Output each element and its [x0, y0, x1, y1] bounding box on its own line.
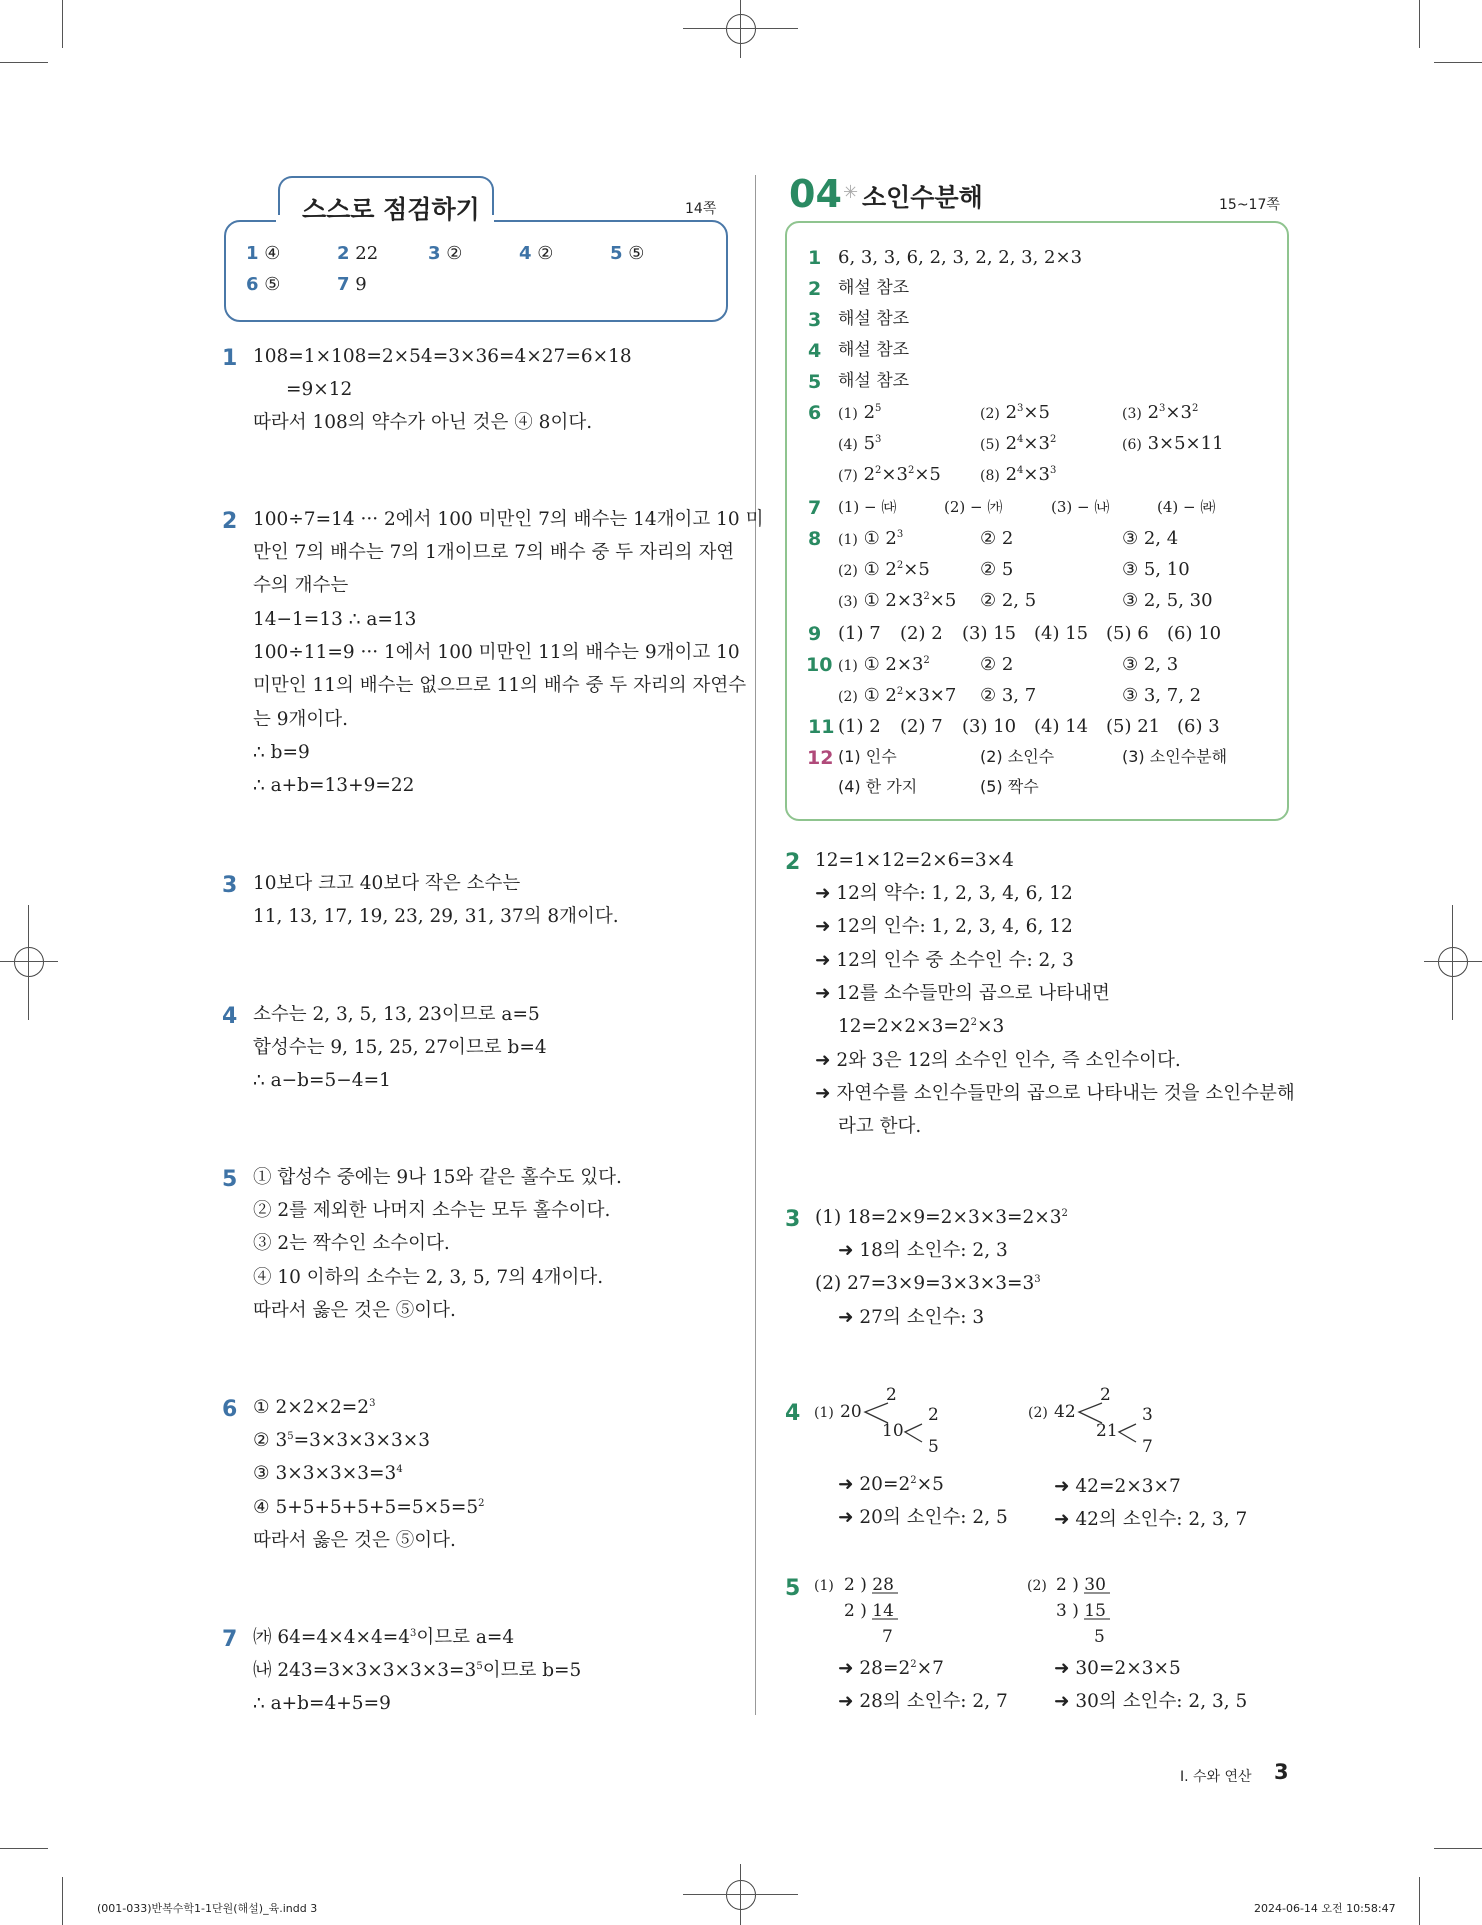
- crop-mark: [1419, 0, 1420, 48]
- solution-line: 따라서 옳은 것은 ⑤이다.: [253, 1530, 456, 1551]
- arrow-icon: ➜: [815, 950, 831, 971]
- solution-line: ∴ a−b=5−4=1: [253, 1070, 391, 1091]
- answer-number: 5: [808, 371, 822, 393]
- answer-text: (2) 2: [900, 623, 943, 644]
- answer-text: ② 2: [980, 528, 1014, 549]
- answer-text: (5) $2^4\times 3^2$: [980, 433, 1057, 454]
- solution-line: ➜ 12의 약수: 1, 2, 3, 4, 6, 12: [815, 883, 1073, 904]
- solution-line: (1) $18=2\times 9=2\times 3\times 3=2\times 3^2$: [815, 1207, 1068, 1229]
- star-icon: ✳: [843, 182, 859, 203]
- answer-text: 해설 참조: [838, 309, 910, 329]
- solution-line: ➜ 30의 소인수: 2, 3, 5: [1054, 1691, 1248, 1712]
- solution-line: ② $3^5=3\times 3\times 3\times 3\times 3$: [253, 1430, 430, 1452]
- solution-line: 12=1×12=2×6=3×4: [815, 850, 1014, 871]
- answer-text: ③ 5, 10: [1122, 559, 1190, 580]
- arrow-icon: ➜: [815, 883, 831, 904]
- svg-text:(1): (1): [814, 1405, 834, 1421]
- answer-text: (5) 6: [1106, 623, 1149, 644]
- solution-line: ㈎ $64=4\times 4\times 4=4^3$이므로 a=4: [253, 1627, 515, 1649]
- answer-text: (4) 15: [1034, 623, 1089, 644]
- solution-line: 합성수는 9, 15, 25, 27이므로 b=4: [253, 1037, 547, 1058]
- solution-line: (2) $27=3\times 9=3\times 3\times 3=3^3$: [815, 1273, 1041, 1295]
- solution-line: ➜ 42=2×3×7: [1054, 1476, 1181, 1497]
- arrow-icon: ➜: [838, 1240, 854, 1261]
- answer-number: 12: [807, 747, 834, 769]
- svg-text:2: 2: [1100, 1385, 1111, 1405]
- svg-text:2 ) 30: 2 ) 30: [1056, 1575, 1106, 1595]
- arrow-icon: ➜: [1054, 1476, 1070, 1497]
- answer-text: ② 5: [980, 559, 1014, 580]
- solution-line: ➜ 12의 인수: 1, 2, 3, 4, 6, 12: [815, 916, 1073, 937]
- answer-text: (6) 3×5×11: [1122, 433, 1224, 454]
- crop-mark: [1419, 1877, 1420, 1925]
- check-box-pages: 14쪽: [685, 201, 717, 217]
- arrow-icon: ➜: [1054, 1691, 1070, 1712]
- solution-line: ③ 2는 짝수인 소수이다.: [253, 1233, 450, 1254]
- solution-number: 1: [222, 346, 238, 371]
- solution-line: ➜ 12를 소수들만의 곱으로 나타내면: [815, 983, 1110, 1004]
- solution-number: 2: [785, 850, 801, 875]
- solution-line: ∴ b=9: [253, 742, 310, 763]
- answer-text: (1) $2^5$: [838, 402, 882, 423]
- solution-line: ➜ $28=2^2\times 7$: [838, 1658, 944, 1680]
- file-name: (001-033)반복수학1-1단원(해설)_육.indd 3: [97, 1902, 318, 1915]
- answer-text: (3) 10: [962, 716, 1017, 737]
- solution-number: 6: [222, 1397, 238, 1422]
- svg-text:42: 42: [1054, 1402, 1076, 1422]
- solution-line: $12=2\times 2\times 3=2^2\times 3$: [838, 1016, 1005, 1038]
- solution-number: 4: [222, 1004, 238, 1029]
- arrow-icon: ➜: [838, 1691, 854, 1712]
- answer-number: 10: [806, 654, 833, 676]
- answer-text: (3) $2^3\times 3^2$: [1122, 402, 1199, 423]
- svg-text:20: 20: [840, 1402, 862, 1422]
- answer-text: (6) 10: [1167, 623, 1222, 644]
- answer-text: (5) 짝수: [980, 777, 1039, 796]
- answer-text: 해설 참조: [838, 371, 910, 391]
- solution-line: 만인 7의 배수는 7의 1개이므로 7의 배수 중 두 자리의 자연: [253, 542, 735, 563]
- column-divider: [755, 175, 756, 1715]
- answer-text: ③ 2, 5, 30: [1122, 590, 1213, 611]
- registration-mark: [726, 14, 756, 44]
- answer-number: 11: [808, 716, 835, 738]
- answer-text: (1) 7: [838, 623, 881, 644]
- answer-text: (2) 소인수: [980, 747, 1055, 766]
- answer-item: 5 ⑤: [610, 243, 645, 264]
- svg-text:2: 2: [928, 1405, 939, 1425]
- answer-text: ③ 2, 3: [1122, 654, 1179, 675]
- solution-line: ㈏ $243=3\times 3\times 3\times 3\times 3=3^5$이므로 b=5: [253, 1660, 582, 1682]
- answer-text: 해설 참조: [838, 340, 910, 360]
- answer-text: (1) 인수: [838, 747, 897, 766]
- svg-text:2: 2: [886, 1385, 897, 1405]
- answer-text: (4) $5^3$: [838, 433, 882, 454]
- answer-text: (1) 2: [838, 716, 881, 737]
- solution-line: 100÷7=14 ··· 2에서 100 미만인 7의 배수는 14개이고 10 미: [253, 509, 764, 530]
- solution-line: ➜ $20=2^2\times 5$: [838, 1474, 944, 1496]
- answer-text: (4) 14: [1034, 716, 1089, 737]
- solution-line: 미만인 11의 배수는 없으므로 11의 배수 중 두 자리의 자연수: [253, 675, 747, 696]
- answer-text: (3) ① $2\times 3^2\times 5$: [838, 590, 957, 611]
- answer-text: (2) 7: [900, 716, 943, 737]
- answer-text: (3) − ㈏: [1051, 498, 1110, 516]
- arrow-icon: ➜: [838, 1658, 854, 1680]
- solution-line: 100÷11=9 ··· 1에서 100 미만인 11의 배수는 9개이고 10: [253, 642, 740, 663]
- svg-text:(1): (1): [814, 1578, 834, 1594]
- svg-text:21: 21: [1096, 1421, 1118, 1441]
- chapter-label: I. 수와 연산: [1180, 1769, 1252, 1785]
- solution-number: 3: [785, 1207, 801, 1232]
- solution-line: ➜ 20의 소인수: 2, 5: [838, 1507, 1008, 1528]
- answer-item: 4 ②: [519, 243, 554, 264]
- answer-text: (1) ① $2\times 3^2$: [838, 654, 930, 675]
- answer-text: (2) − ㈎: [944, 498, 1003, 516]
- answer-text: (6) 3: [1177, 716, 1220, 737]
- arrow-icon: ➜: [838, 1474, 854, 1496]
- arrow-icon: ➜: [815, 916, 831, 937]
- arrow-icon: ➜: [838, 1307, 854, 1328]
- arrow-icon: ➜: [838, 1507, 854, 1528]
- arrow-icon: ➜: [815, 983, 831, 1004]
- answer-text: (8) $2^4\times 3^3$: [980, 464, 1057, 485]
- solution-number: 4: [785, 1401, 801, 1426]
- solution-line: 따라서 옳은 것은 ⑤이다.: [253, 1300, 456, 1321]
- answer-number: 8: [808, 528, 822, 550]
- answer-text: ③ 3, 7, 2: [1122, 685, 1202, 706]
- svg-text:5: 5: [1094, 1627, 1105, 1647]
- solution-line: 소수는 2, 3, 5, 13, 23이므로 a=5: [253, 1004, 540, 1025]
- print-date: 2024-06-14 오전 10:58:47: [1254, 1902, 1396, 1915]
- section-title: 소인수분해: [862, 183, 983, 212]
- answer-text: 해설 참조: [838, 278, 910, 298]
- answer-item: 6 ⑤: [246, 274, 281, 295]
- short-division: [810, 1570, 1270, 1655]
- solution-line: 수의 개수는: [253, 575, 349, 596]
- answer-number: 2: [808, 278, 822, 300]
- arrow-icon: ➜: [815, 1050, 831, 1071]
- solution-line: 11, 13, 17, 19, 23, 29, 31, 37의 8개이다.: [253, 906, 619, 927]
- solution-line: ➜ 30=2×3×5: [1054, 1658, 1181, 1679]
- answer-item: 1 ④: [246, 243, 281, 264]
- arrow-icon: ➜: [815, 1083, 831, 1104]
- svg-text:3 ) 15: 3 ) 15: [1056, 1601, 1106, 1621]
- answer-text: (1) ① $2^3$: [838, 528, 904, 549]
- answer-text: (2) $2^3\times 5$: [980, 402, 1050, 423]
- crop-mark: [62, 1877, 63, 1925]
- answer-text: ② 3, 7: [980, 685, 1037, 706]
- answer-number: 1: [808, 247, 822, 269]
- solution-line: ④ 10 이하의 소수는 2, 3, 5, 7의 4개이다.: [253, 1267, 604, 1288]
- solution-line: ② 2를 제외한 나머지 소수는 모두 홀수이다.: [253, 1200, 611, 1221]
- solution-line: ➜ 자연수를 소인수들만의 곱으로 나타내는 것을 소인수분해: [815, 1083, 1295, 1104]
- svg-text:10: 10: [882, 1421, 904, 1441]
- solution-line: ① 합성수 중에는 9나 15와 같은 홀수도 있다.: [253, 1167, 622, 1188]
- crop-mark: [62, 0, 63, 48]
- svg-text:5: 5: [928, 1437, 939, 1457]
- crop-mark: [0, 1848, 48, 1849]
- solution-number: 5: [222, 1167, 238, 1192]
- section-pages: 15~17쪽: [1219, 197, 1280, 213]
- solution-line: ➜ 28의 소인수: 2, 7: [838, 1691, 1008, 1712]
- answer-number: 6: [808, 402, 822, 424]
- answer-item: 3 ②: [428, 243, 463, 264]
- answer-text: (4) 한 가지: [838, 777, 918, 796]
- answer-text: (1) − ㈐: [838, 498, 897, 516]
- solution-line: 10보다 크고 40보다 작은 소수는: [253, 873, 521, 894]
- solution-line: 14−1=13 ∴ a=13: [253, 609, 417, 630]
- crop-mark: [0, 62, 48, 63]
- svg-text:7: 7: [1142, 1437, 1153, 1457]
- page-number: 3: [1274, 1760, 1289, 1784]
- answer-text: (7) $2^2\times 3^2\times 5$: [838, 464, 941, 485]
- solution-line: ④ $5+5+5+5+5=5\times 5=5^2$: [253, 1497, 485, 1519]
- crop-mark: [1434, 1848, 1482, 1849]
- answer-number: 3: [808, 309, 822, 331]
- answer-text: (2) ① $2^2\times 5$: [838, 559, 930, 580]
- answer-number: 4: [808, 340, 822, 362]
- section-number: 04: [789, 172, 842, 216]
- svg-text:3: 3: [1142, 1405, 1153, 1425]
- answer-text: (5) 21: [1106, 716, 1161, 737]
- check-box-title: 스스로 점검하기: [302, 195, 480, 224]
- arrow-icon: ➜: [1054, 1658, 1070, 1679]
- solution-line: 따라서 108의 약수가 아닌 것은 ④ 8이다.: [253, 412, 593, 433]
- registration-mark: [726, 1880, 756, 1910]
- answer-text: (3) 소인수분해: [1122, 747, 1228, 766]
- solution-number: 7: [222, 1627, 238, 1652]
- answer-text: ③ 2, 4: [1122, 528, 1179, 549]
- solution-line: ➜ 27의 소인수: 3: [838, 1307, 985, 1328]
- answer-text: ② 2, 5: [980, 590, 1037, 611]
- solution-line: ∴ a+b=4+5=9: [253, 1693, 391, 1714]
- answer-text: 6, 3, 3, 6, 2, 3, 2, 2, 3, 2×3: [838, 247, 1083, 268]
- crop-mark: [1434, 62, 1482, 63]
- solution-line: ➜ 18의 소인수: 2, 3: [838, 1240, 1008, 1261]
- solution-line: =9×12: [286, 379, 353, 400]
- solution-line: ① $2\times 2\times 2=2^3$: [253, 1397, 376, 1419]
- svg-text:(2): (2): [1027, 1578, 1047, 1594]
- check-box: [224, 220, 728, 322]
- answer-text: (4) − ㈑: [1157, 498, 1216, 516]
- solution-line: 108=1×108=2×54=3×36=4×27=6×18: [253, 346, 632, 367]
- solution-line: 라고 한다.: [838, 1116, 922, 1137]
- solution-number: 5: [785, 1576, 801, 1601]
- svg-text:7: 7: [882, 1627, 893, 1647]
- solution-number: 2: [222, 509, 238, 534]
- svg-text:2 ) 14: 2 ) 14: [844, 1601, 894, 1621]
- answer-text: (2) ① $2^2\times 3\times 7$: [838, 685, 957, 706]
- answer-text: (3) 15: [962, 623, 1017, 644]
- answer-item: 7 9: [337, 274, 367, 295]
- solution-line: ∴ a+b=13+9=22: [253, 775, 415, 796]
- svg-text:2 ) 28: 2 ) 28: [844, 1575, 894, 1595]
- solution-line: ➜ 42의 소인수: 2, 3, 7: [1054, 1509, 1248, 1530]
- registration-mark: [1438, 947, 1468, 977]
- registration-mark: [14, 947, 44, 977]
- solution-line: ➜ 2와 3은 12의 소수인 인수, 즉 소인수이다.: [815, 1050, 1181, 1071]
- solution-line: ③ $3\times 3\times 3\times 3=3^4$: [253, 1463, 403, 1485]
- solution-number: 3: [222, 873, 238, 898]
- answer-number: 9: [808, 623, 822, 645]
- solution-line: 는 9개이다.: [253, 709, 349, 730]
- answer-text: ② 2: [980, 654, 1014, 675]
- arrow-icon: ➜: [1054, 1509, 1070, 1530]
- answer-item: 2 22: [337, 243, 379, 264]
- answer-number: 7: [808, 497, 822, 519]
- svg-text:(2): (2): [1028, 1405, 1048, 1421]
- factor-tree: [810, 1380, 1270, 1460]
- solution-line: ➜ 12의 인수 중 소수인 수: 2, 3: [815, 950, 1074, 971]
